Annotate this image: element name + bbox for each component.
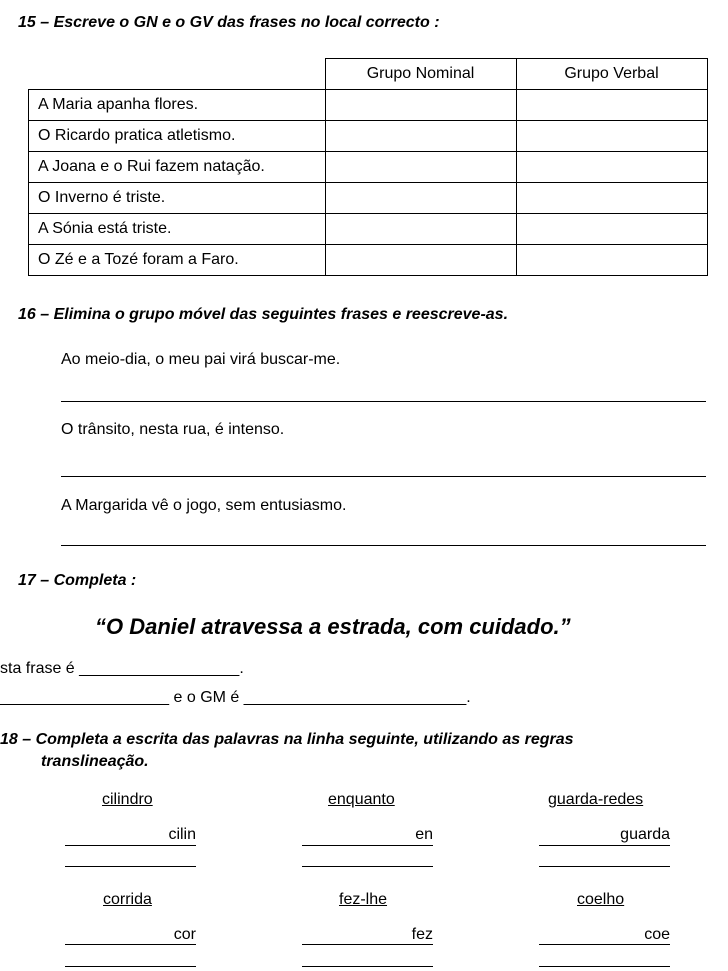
fragment-line[interactable] <box>65 944 196 945</box>
continuation-line[interactable] <box>65 866 196 867</box>
fragment-line[interactable] <box>65 845 196 846</box>
gv-answer-cell[interactable] <box>516 121 707 152</box>
sentence-cell: O Zé e a Tozé foram a Faro. <box>29 245 326 276</box>
word-fragment: fez <box>411 926 433 943</box>
continuation-line[interactable] <box>302 866 433 867</box>
continuation-line[interactable] <box>539 866 670 867</box>
word-fragment: cor <box>173 926 196 943</box>
q16-sentence-3: A Margarida vê o jogo, sem entusiasmo. <box>61 497 347 514</box>
word-fragment: cilin <box>168 826 196 843</box>
table-row <box>29 183 708 214</box>
continuation-line[interactable] <box>539 966 670 967</box>
q18-heading-line-2: translineação. <box>41 753 149 770</box>
q16-sentence-1: Ao meio-dia, o meu pai virá buscar-me. <box>61 351 341 368</box>
fragment-line[interactable] <box>302 944 433 945</box>
fragment-line[interactable] <box>539 845 670 846</box>
gn-answer-cell[interactable] <box>325 152 516 183</box>
table-row <box>29 214 708 245</box>
header-grupo-verbal: Grupo Verbal <box>516 59 707 90</box>
continuation-line[interactable] <box>302 966 433 967</box>
table-row <box>29 152 708 183</box>
syllable-word: guarda-redes <box>548 791 644 808</box>
gn-answer-cell[interactable] <box>325 183 516 214</box>
groups-table <box>28 58 708 276</box>
sentence-cell: O Ricardo pratica atletismo. <box>29 121 326 152</box>
syllable-word: corrida <box>103 891 152 908</box>
table-row <box>29 245 708 276</box>
gn-answer-cell[interactable] <box>325 245 516 276</box>
q17-line-2: ___________________ e o GM é _________________________. <box>0 689 471 706</box>
q15-heading: 15 – Escreve o GN e o GV das frases no local correcto : <box>18 14 440 31</box>
answer-line[interactable] <box>61 476 706 477</box>
syllable-word: enquanto <box>328 791 395 808</box>
header-grupo-nominal: Grupo Nominal <box>325 59 516 90</box>
q18-heading-line-1: 18 – Completa a escrita das palavras na linha seguinte, utilizando as regras <box>0 731 574 748</box>
continuation-line[interactable] <box>65 966 196 967</box>
q17-quote: “O Daniel atravessa a estrada, com cuidado.” <box>95 614 571 639</box>
sentence-cell: A Joana e o Rui fazem natação. <box>29 152 326 183</box>
sentence-cell: O Inverno é triste. <box>29 183 326 214</box>
gn-answer-cell[interactable] <box>325 214 516 245</box>
syllable-word: coelho <box>577 891 625 908</box>
table-corner <box>29 59 326 90</box>
table-row <box>29 90 708 121</box>
gv-answer-cell[interactable] <box>516 90 707 121</box>
gv-answer-cell[interactable] <box>516 183 707 214</box>
word-fragment: en <box>415 826 433 843</box>
answer-line[interactable] <box>61 545 706 546</box>
word-fragment: guarda <box>620 826 670 843</box>
fragment-line[interactable] <box>302 845 433 846</box>
gv-answer-cell[interactable] <box>516 152 707 183</box>
q17-line-1: sta frase é __________________. <box>0 660 244 677</box>
q16-heading: 16 – Elimina o grupo móvel das seguintes frases e reescreve-as. <box>18 306 509 323</box>
gn-answer-cell[interactable] <box>325 121 516 152</box>
sentence-cell: A Sónia está triste. <box>29 214 326 245</box>
q17-heading: 17 – Completa : <box>18 572 137 589</box>
answer-line[interactable] <box>61 401 706 402</box>
gn-answer-cell[interactable] <box>325 90 516 121</box>
syllable-word: cilindro <box>102 791 153 808</box>
table-header-row <box>29 59 708 90</box>
word-fragment: coe <box>644 926 670 943</box>
sentence-cell: A Maria apanha flores. <box>29 90 326 121</box>
q16-sentence-2: O trânsito, nesta rua, é intenso. <box>61 421 285 438</box>
syllable-word: fez-lhe <box>339 891 388 908</box>
table-row <box>29 121 708 152</box>
gv-answer-cell[interactable] <box>516 214 707 245</box>
fragment-line[interactable] <box>539 944 670 945</box>
gv-answer-cell[interactable] <box>516 245 707 276</box>
